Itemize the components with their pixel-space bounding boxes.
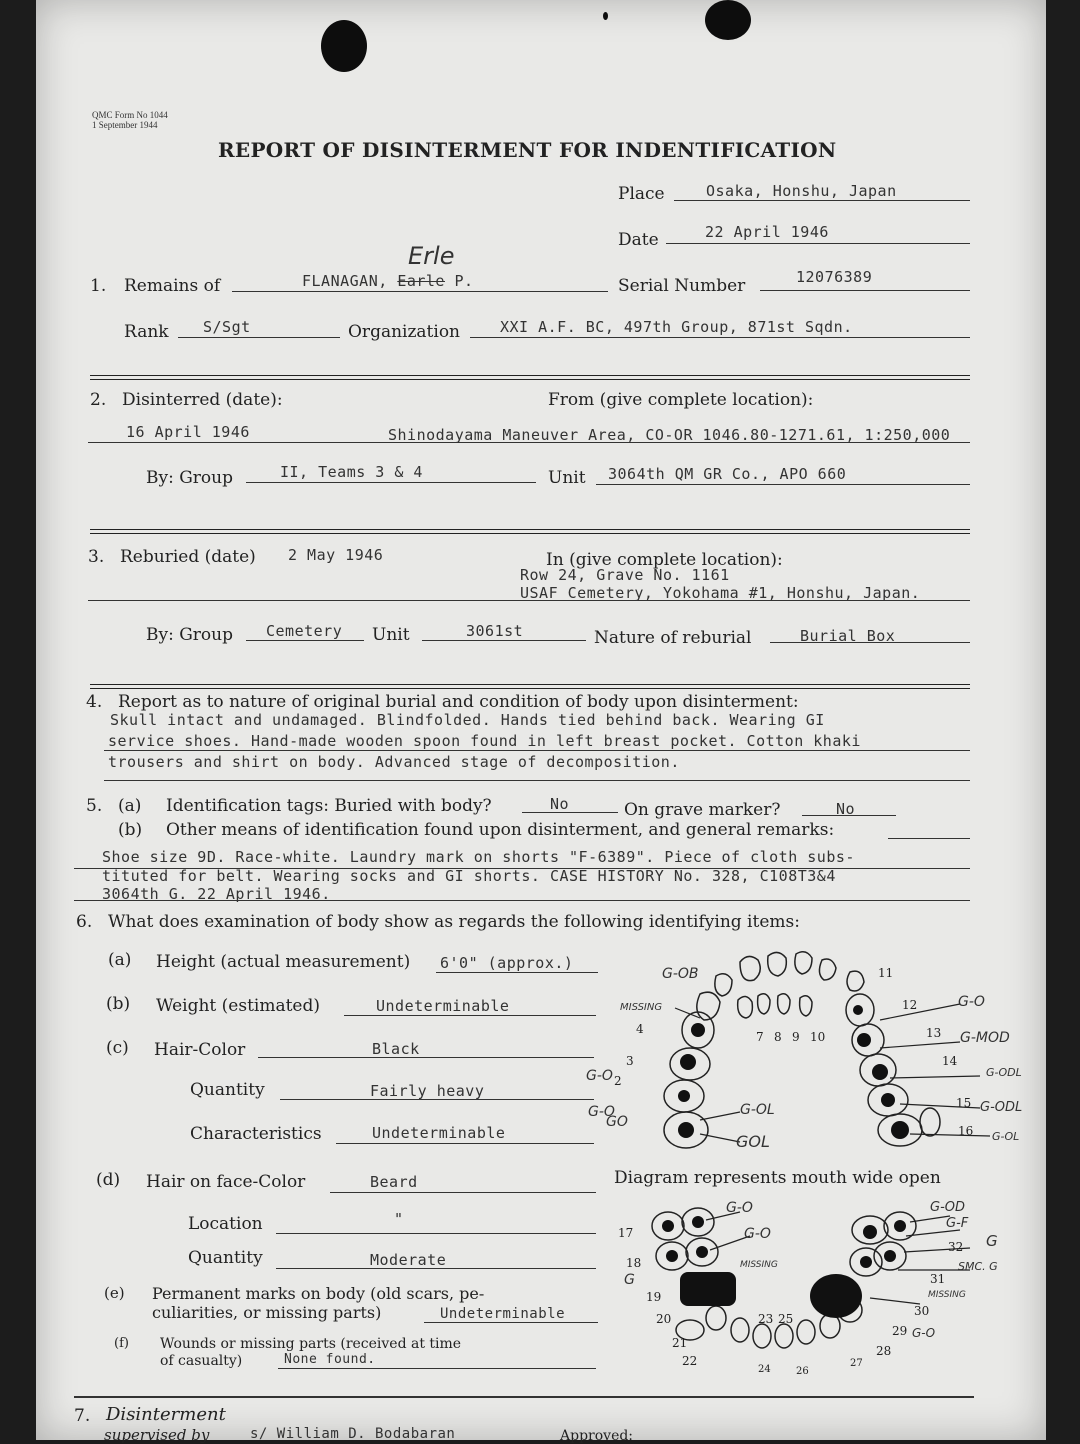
- hair-value: Black: [372, 1040, 420, 1058]
- disinterred-date: 16 April 1946: [126, 423, 250, 441]
- tooth-number: 23: [758, 1312, 774, 1326]
- tooth-number: 20: [656, 1312, 672, 1326]
- height-label: Height (actual measurement): [156, 952, 411, 972]
- hair-quantity-label: Quantity: [190, 1080, 265, 1100]
- dental-annotation: G-OL: [992, 1130, 1020, 1143]
- tooth-number: 2: [614, 1074, 622, 1088]
- reburied-label: Reburied (date): [120, 547, 256, 567]
- section-7-label: Disinterment: [106, 1404, 226, 1425]
- group-label-2: By: Group: [146, 468, 234, 488]
- dental-annotation: G-MOD: [960, 1030, 1010, 1046]
- face-label: Hair on face-Color: [146, 1172, 306, 1192]
- wounds-label-1: Wounds or missing parts (received at time: [160, 1336, 462, 1352]
- place-value: Osaka, Honshu, Japan: [706, 182, 897, 200]
- tooth-number: 15: [956, 1096, 972, 1110]
- dental-annotation: G-O: [588, 1104, 615, 1120]
- dental-annotation: G-O: [958, 994, 985, 1010]
- hair-marker: (c): [106, 1038, 129, 1058]
- weight-value: Undeterminable: [376, 997, 510, 1015]
- height-value: 6'0" (approx.): [440, 954, 574, 972]
- group-value-3: Cemetery: [266, 622, 343, 640]
- tooth-number: 22: [682, 1354, 698, 1368]
- dental-annotation: MISSING: [740, 1260, 778, 1270]
- dental-annotation: SMC. G: [958, 1260, 998, 1273]
- condition-line2: service shoes. Hand-made wooden spoon found in left breast pocket. Cotton khaki: [108, 732, 861, 750]
- dental-annotation: GO: [606, 1114, 628, 1130]
- tooth-number: 29: [892, 1324, 908, 1338]
- from-label: From (give complete location):: [548, 390, 814, 410]
- tooth-number: 16: [958, 1124, 974, 1138]
- section-5-number: 5.: [86, 796, 103, 816]
- marks-value: Undeterminable: [440, 1306, 566, 1322]
- name-correction: Erle: [408, 242, 455, 270]
- marker-label: On grave marker?: [624, 800, 781, 820]
- face-value: Beard: [370, 1173, 418, 1191]
- marks-label-1: Permanent marks on body (old scars, pe-: [152, 1284, 485, 1303]
- tags-label: Identification tags: Buried with body?: [166, 796, 492, 816]
- tooth-number: 14: [942, 1054, 958, 1068]
- hair-characteristics-label: Characteristics: [190, 1124, 322, 1144]
- remarks-line3: 3064th G. 22 April 1946.: [102, 885, 331, 903]
- tooth-number: 24: [758, 1364, 771, 1375]
- weight-label: Weight (estimated): [156, 996, 320, 1016]
- dental-annotation: G-O: [744, 1226, 771, 1242]
- group-label-3: By: Group: [146, 625, 234, 645]
- dental-annotation: G-OD: [930, 1200, 966, 1215]
- dental-annotation: G-O: [586, 1068, 613, 1084]
- date-label: Date: [618, 230, 659, 250]
- dental-annotation: G-O: [726, 1200, 753, 1216]
- tooth-number: 7: [756, 1030, 764, 1044]
- tooth-number: 28: [876, 1344, 892, 1358]
- dental-annotation: GOL: [736, 1132, 770, 1151]
- wounds-marker: (f): [114, 1336, 129, 1351]
- approved-label: Approved:: [560, 1428, 634, 1444]
- tooth-number: 25: [778, 1312, 794, 1326]
- annotation-leaders: [675, 1004, 990, 1304]
- section-1-number: 1.: [90, 276, 107, 296]
- tooth-number: 8: [774, 1030, 782, 1044]
- group-value-2: II, Teams 3 & 4: [280, 463, 423, 481]
- punch-hole-left: [321, 20, 367, 72]
- nature-value: Burial Box: [800, 627, 896, 645]
- tooth-number: 31: [930, 1272, 946, 1286]
- condition-line1: Skull intact and undamaged. Blindfolded. Hands tied behind back. Wearing GI: [110, 711, 825, 729]
- marks-marker: (e): [104, 1284, 125, 1302]
- wounds-label-2: of casualty): [160, 1353, 243, 1369]
- tooth-number: 27: [850, 1358, 863, 1369]
- other-means-label: Other means of identification found upon disinterment, and general remarks:: [166, 820, 835, 840]
- tooth-number: 11: [878, 966, 894, 980]
- dental-annotation: G-ODL: [986, 1066, 1022, 1079]
- tooth-number: 18: [626, 1256, 642, 1270]
- form-number: QMC Form No 1044 1 September 1944: [92, 110, 168, 130]
- height-marker: (a): [108, 950, 132, 970]
- marks-label-2: culiarities, or missing parts): [152, 1303, 382, 1322]
- rank-label: Rank: [124, 322, 169, 342]
- serial-label: Serial Number: [618, 276, 746, 296]
- remarks-line2: tituted for belt. Wearing socks and GI shorts. CASE HISTORY No. 328, C108T3&4: [102, 867, 836, 885]
- section-4-number: 4.: [86, 692, 103, 712]
- tooth-number: 13: [926, 1026, 942, 1040]
- section-6-number: 6.: [76, 912, 93, 932]
- tooth-number: 12: [902, 998, 918, 1012]
- tooth-number: 9: [792, 1030, 800, 1044]
- section-4-label: Report as to nature of original burial and condition of body upon disinterment:: [118, 692, 799, 712]
- supervisor-signature: s/ William D. Bodabaran: [250, 1426, 456, 1442]
- dental-annotation: G-OB: [662, 966, 699, 982]
- wounds-value: None found.: [284, 1352, 376, 1367]
- nature-label: Nature of reburial: [594, 628, 752, 648]
- hair-label: Hair-Color: [154, 1040, 246, 1060]
- tooth-number: 26: [796, 1366, 809, 1377]
- section-7-number: 7.: [74, 1406, 91, 1426]
- in-location-line2: USAF Cemetery, Yokohama #1, Honshu, Japan.: [520, 584, 921, 602]
- rank-value: S/Sgt: [203, 318, 251, 336]
- section-5b-marker: (b): [118, 820, 143, 840]
- hair-characteristics-value: Undeterminable: [372, 1124, 506, 1142]
- dental-annotation: MISSING: [620, 1002, 663, 1013]
- organization-label: Organization: [348, 322, 461, 342]
- unit-label-3: Unit: [372, 625, 410, 645]
- unit-value-3: 3061st: [466, 622, 524, 640]
- hair-quantity-value: Fairly heavy: [370, 1082, 485, 1100]
- organization-value: XXI A.F. BC, 497th Group, 871st Sqdn.: [500, 318, 853, 336]
- tooth-number: 4: [636, 1022, 644, 1036]
- dental-annotation: G: [624, 1272, 635, 1288]
- place-label: Place: [618, 184, 665, 204]
- weight-marker: (b): [106, 994, 131, 1014]
- in-label: In (give complete location):: [546, 550, 783, 570]
- section-5a-marker: (a): [118, 796, 142, 816]
- face-quantity-label: Quantity: [188, 1248, 263, 1268]
- face-location-value: ": [394, 1210, 404, 1228]
- unit-label-2: Unit: [548, 468, 586, 488]
- unit-value-2: 3064th QM GR Co., APO 660: [608, 465, 847, 483]
- lower-fillings: [662, 1216, 906, 1318]
- condition-line3: trousers and shirt on body. Advanced stage of decomposition.: [108, 753, 680, 771]
- section-3-number: 3.: [88, 547, 105, 567]
- face-marker: (d): [96, 1170, 121, 1190]
- dental-annotation: G-F: [946, 1216, 969, 1231]
- dental-annotation: MISSING: [928, 1290, 966, 1300]
- diagram-caption: Diagram represents mouth wide open: [614, 1168, 941, 1188]
- tags-marker-value: No: [836, 800, 856, 818]
- tooth-number: 21: [672, 1336, 688, 1350]
- dental-annotation: G-OL: [740, 1102, 775, 1118]
- tooth-number: 17: [618, 1226, 634, 1240]
- section-2-number: 2.: [90, 390, 107, 410]
- serial-value: 12076389: [796, 268, 873, 286]
- face-quantity-value: Moderate: [370, 1251, 447, 1269]
- remarks-line1: Shoe size 9D. Race-white. Laundry mark on shorts "F-6389". Piece of cloth subs-: [102, 848, 855, 866]
- page-title: REPORT OF DISINTERMENT FOR INDENTIFICATION: [218, 138, 837, 162]
- face-location-label: Location: [188, 1214, 263, 1234]
- tooth-number: 19: [646, 1290, 662, 1304]
- dental-annotation: G-O: [912, 1326, 936, 1340]
- dental-annotation: G: [986, 1232, 998, 1250]
- tooth-number: 3: [626, 1054, 634, 1068]
- reburied-date: 2 May 1946: [288, 546, 384, 564]
- tooth-number: 32: [948, 1240, 964, 1254]
- tags-body-value: No: [550, 795, 570, 813]
- punch-hole-right: [705, 0, 751, 40]
- disinterred-label: Disinterred (date):: [122, 390, 283, 410]
- date-value: 22 April 1946: [705, 223, 829, 241]
- punch-mark: [603, 12, 608, 20]
- from-location: Shinodayama Maneuver Area, CO-OR 1046.80-1271.61, 1:250,000: [388, 426, 951, 444]
- remains-label: Remains of: [124, 276, 221, 296]
- section-6-label: What does examination of body show as regards the following identifying items:: [108, 912, 800, 932]
- tooth-number: 10: [810, 1030, 826, 1044]
- dental-annotation: G-ODL: [980, 1100, 1023, 1115]
- remains-name: FLANAGAN, Earle P.: [302, 272, 474, 290]
- supervised-label: supervised by: [104, 1426, 210, 1444]
- tooth-number: 30: [914, 1304, 930, 1318]
- in-location-line1: Row 24, Grave No. 1161: [520, 566, 730, 584]
